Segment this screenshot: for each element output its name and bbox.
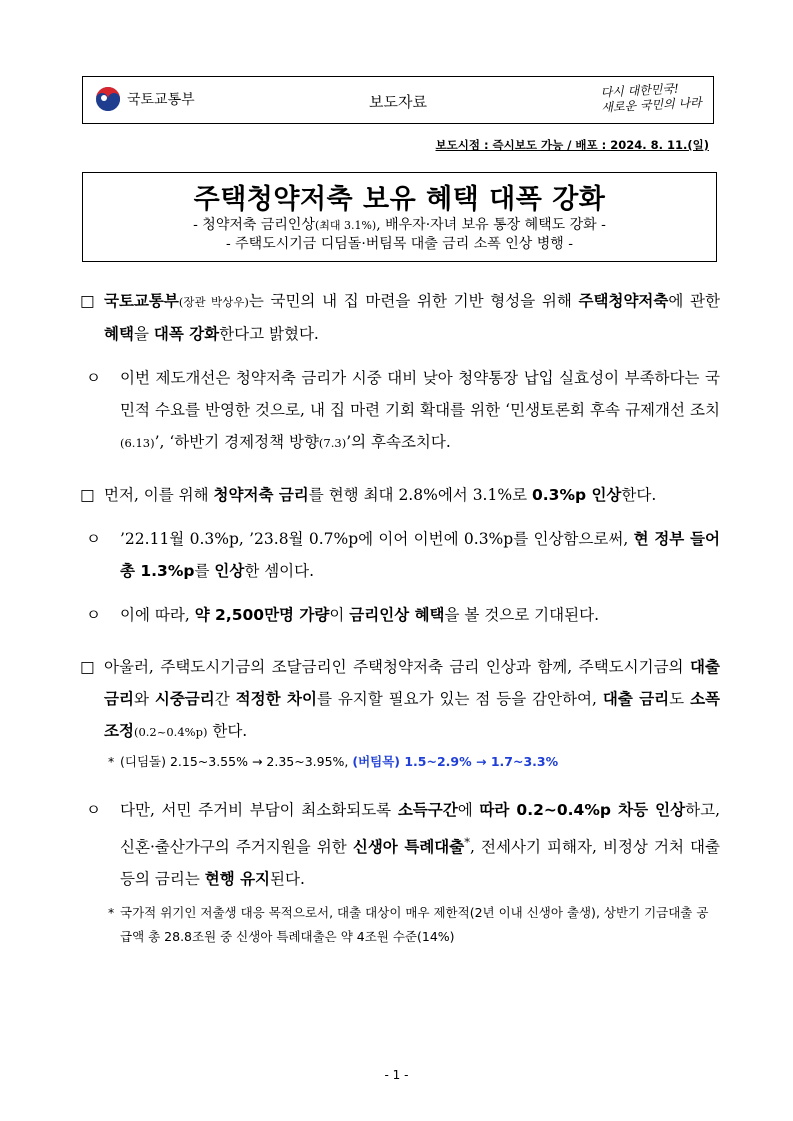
slogan-line-1: 다시 대한민국!	[599, 81, 679, 100]
paragraph-4	[86, 523, 720, 587]
slogan-line-2: 새로운 국민의 나라	[600, 95, 702, 115]
p6-g: 를 유지할 필요가 있는 점 등을 감안하여,	[316, 690, 603, 708]
p2-b: ’, ‘하반기 경제정책 방향	[154, 433, 319, 451]
subtitle-1	[83, 216, 716, 235]
p3-c: 를 현행 최대 2.8%에서 3.1%로	[308, 486, 532, 504]
circle-bullet: ㅇ	[86, 801, 101, 819]
circle-bullet: ㅇ	[86, 606, 101, 624]
p6-i: 도	[669, 690, 691, 708]
p5-b: 약 2,500만명 가량	[194, 606, 330, 624]
release-info-text: 보도시점 : 즉시보도 가능 / 배포 : 2024. 8. 11.(일)	[435, 138, 709, 152]
p6-f: 적정한 차이	[235, 690, 317, 708]
document-body	[80, 285, 720, 949]
p3-b: 청약저축 금리	[213, 486, 309, 504]
p7-i: 된다.	[270, 870, 305, 889]
p1-a: 국토교통부	[104, 292, 179, 310]
p5-a: 이에 따라,	[120, 606, 195, 624]
box-bullet: □	[80, 658, 95, 676]
p1-f: 을	[133, 325, 154, 343]
p4-a: ’22.11월 0.3%p, ’23.8월 0.7%p에 이어 이번에 0.3%p를 인상함으로써,	[120, 530, 634, 548]
p1-g: 대폭 강화	[153, 325, 220, 343]
box-bullet: □	[80, 292, 95, 310]
paragraph-6	[80, 651, 720, 748]
p2-a: 이번 제도개선은 청약저축 금리가 시중 대비 낮아 청약통장 납입 실효성이 부족하다는 국민적 수요를 반영한 것으로, 내 집 마련 기회 확대를 위한 ‘민생토론회 후속 규제개선 조치	[120, 369, 720, 419]
page-number: - 1 -	[384, 1068, 409, 1082]
p4-b: 현 정부 들어 총 1.3%p	[120, 530, 720, 580]
star-marker: *	[108, 754, 115, 769]
p1-small: (장관 박상우)	[178, 295, 249, 309]
p3-a: 먼저, 이를 위해	[104, 486, 214, 504]
p4-c: 를	[194, 562, 215, 580]
subtitle-1-a: - 청약저축 금리인상	[193, 217, 315, 233]
title-box	[82, 172, 717, 262]
paragraph-3	[80, 479, 720, 511]
p7-c: 에	[457, 801, 480, 819]
press-release-label: 보도자료	[369, 93, 427, 111]
box-bullet: □	[80, 486, 95, 504]
subtitle-2: - 주택도시기금 디딤돌·버팀목 대출 금리 소폭 인상 병행 -	[225, 236, 574, 252]
subtitle-1-b: , 배우자·자녀 보유 통장 혜택도 강화 -	[376, 217, 606, 233]
paragraph-5	[86, 599, 720, 631]
paragraph-7	[86, 794, 720, 895]
note-newborn-loan	[80, 901, 720, 949]
p5-e: 을 볼 것으로 기대된다.	[444, 606, 599, 624]
press-header	[82, 76, 714, 124]
p7-d: 따라 0.2~0.4%p 차등 인상	[479, 801, 686, 819]
p2-small2: (7.3)	[318, 436, 347, 450]
p7-a: 다만, 서민 주거비 부담이 최소화되도록	[120, 801, 398, 819]
star-marker: *	[108, 905, 115, 921]
subtitle-1-small: (최대 3.1%)	[314, 219, 377, 232]
paragraph-1	[80, 285, 720, 350]
p5-d: 금리인상 혜택	[349, 606, 445, 624]
main-title: 주택청약저축 보유 혜택 대폭 강화	[193, 184, 606, 215]
note-rates	[80, 750, 720, 774]
p6-h: 대출 금리	[602, 690, 670, 708]
p6-e: 간	[214, 690, 236, 708]
p7-h: 현행 유지	[204, 870, 271, 889]
p4-e: 한 셈이다.	[244, 562, 315, 580]
p6-j: 소폭 조정	[104, 690, 721, 740]
p4-d: 인상	[214, 562, 245, 580]
p7-e: 하고, 신혼·출산가구의 주거지원을 위한	[120, 801, 720, 857]
release-info	[436, 137, 709, 153]
note1-a: (디딤돌) 2.15~3.55% → 2.35~3.95%,	[120, 754, 353, 769]
p3-e: 한다.	[621, 486, 657, 504]
p1-e: 혜택	[104, 325, 134, 343]
circle-bullet: ㅇ	[86, 369, 101, 387]
paragraph-2	[86, 362, 720, 459]
p3-d: 0.3%p 인상	[531, 486, 622, 504]
p1-b: 는 국민의 내 집 마련을 위한 기반 형성을 위해	[248, 292, 579, 310]
p5-c: 이	[329, 606, 350, 624]
note1-b: (버팀목) 1.5~2.9% → 1.7~3.3%	[352, 754, 559, 769]
p6-b: 대출 금리	[104, 658, 720, 708]
circle-bullet: ㅇ	[86, 530, 101, 548]
p2-small1: (6.13)	[120, 436, 155, 450]
ministry-name: 국토교통부	[127, 92, 195, 108]
p6-d: 시중금리	[154, 690, 215, 708]
p6-c: 와	[133, 690, 155, 708]
note2-text: 국가적 위기인 저출생 대응 목적으로서, 대출 대상이 매우 제한적(2년 이내 신생아 출생), 상반기 기금대출 공급액 총 28.8조원 중 신생아 특례대출은 약 4조원 수준(14%)	[120, 905, 709, 945]
p7-g: , 전세사기 피해자, 비정상 거처 대출 등의 금리는	[120, 838, 720, 889]
slogan	[600, 80, 702, 115]
p7-b: 소득구간	[397, 801, 458, 819]
p7-sup: *	[464, 835, 470, 849]
p6-small: (0.2~0.4%p)	[133, 725, 208, 739]
p6-k: 한다.	[207, 722, 248, 740]
p1-d: 에 관한	[668, 292, 720, 310]
p6-a: 아울러, 주택도시기금의 조달금리인 주택청약저축 금리 인상과 함께, 주택도시기금의	[104, 658, 691, 676]
p1-c: 주택청약저축	[578, 292, 669, 310]
p2-c: ’의 후속조치다.	[346, 433, 451, 451]
p7-f: 신생아 특례대출	[352, 838, 465, 857]
p1-h: 한다고 밝혔다.	[219, 325, 319, 343]
